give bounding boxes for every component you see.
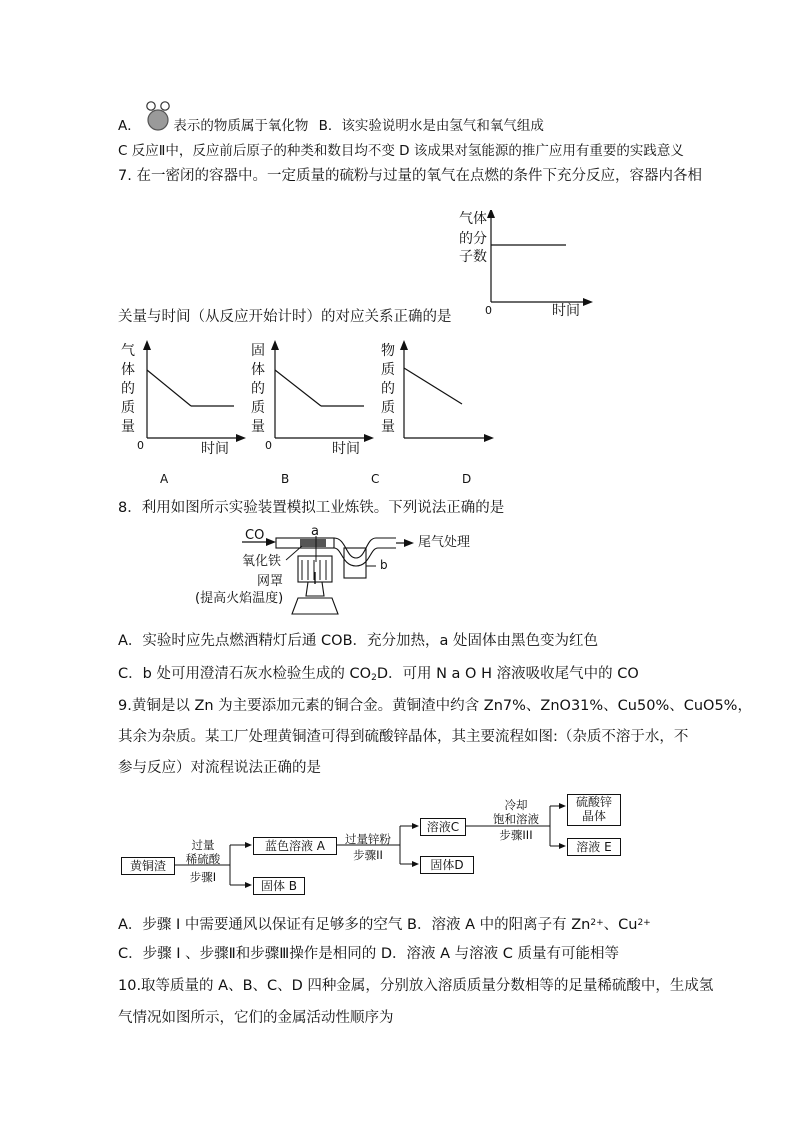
q6-line1: [118, 116, 544, 135]
q7-graph-b-origin: 0: [265, 439, 272, 452]
q8-stem: 8．利用如图所示实验装置模拟工业炼铁。下列说法正确的是: [118, 500, 505, 516]
molecule-icon: [145, 116, 169, 132]
q7-stem-1: 7. 在一密闭的容器中。一定质量的硫粉与过量的氧气在点燃的条件下充分反应，容器内各相: [118, 168, 702, 184]
flow-step2-top: 过量锌粉: [345, 832, 391, 846]
q9-options-ab: A．步骤 I 中需要通风以保证有足够多的空气 B．溶液 A 中的阳离子有 $Zn^{2+}$、$Cu^{2+}$: [118, 917, 651, 933]
q10-stem-1: 10.取等质量的 A、B、C、D 四种金属，分别放入溶质质量分数相等的足量稀硫酸中，生成氢: [118, 978, 714, 994]
q7-graph-molecules: [455, 210, 605, 320]
q7-graph-molecules-xlabel: 时间: [552, 303, 580, 319]
q7-graph-molecules-origin: 0: [485, 304, 492, 317]
q10-stem-2: 气情况如图所示，它们的金属活动性顺序为: [118, 1010, 394, 1026]
flow-step1-top: 过量: [191, 838, 215, 852]
q6-option-a-text: 表示的物质属于氧化物: [173, 118, 309, 134]
flow-step1-mid: 稀硫酸: [185, 852, 221, 866]
flow-step3-mid: 饱和溶液: [493, 812, 539, 826]
q8-label-net: 网罩: [257, 574, 284, 589]
flow-box-brass-slag: 黄铜渣: [121, 857, 175, 875]
q6-line2: C 反应Ⅱ中，反应前后原子的种类和数目均不变 D 该成果对氢能源的推广应用有重要的实践意义: [118, 143, 684, 159]
q9-stem-1: 9.黄铜是以 Zn 为主要添加元素的铜合金。黄铜渣中约含 Zn7%、ZnO31%、Cu50%、CuO5%，: [118, 698, 752, 714]
q7-graph-a: [118, 338, 248, 463]
q8-apparatus: [190, 526, 500, 626]
q7-graph-a-origin: 0: [137, 439, 144, 452]
q7-graph-c-axes: [380, 338, 500, 463]
q7-graph-c: [380, 338, 500, 463]
q7-graph-a-ylabel: 气 体 的 质 量: [121, 343, 135, 435]
q9-stem-3: 参与反应）对流程说法正确的是: [118, 760, 321, 776]
q8-label-iron-oxide: 氧化铁: [242, 554, 282, 569]
flow-box-solution-e: 溶液 E: [567, 838, 621, 856]
q7-graph-c-ylabel: 物 质 的 质 量: [381, 343, 395, 435]
flow-box-solid-b: 固体 B: [253, 877, 305, 895]
flow-box-solution-a: 蓝色溶液 A: [253, 837, 337, 855]
q7-graph-molecules-ylabel-row1: 气体: [459, 211, 487, 227]
q7-graph-molecules-axes: [455, 210, 605, 320]
flow-box-solution-c: 溶液C: [420, 818, 466, 836]
q9-options-cd: C．步骤 I 、步骤Ⅱ和步骤Ⅲ操作是相同的 D．溶液 A 与溶液 C 质量有可能相等: [118, 946, 620, 962]
q7-graph-molecules-ylabel-row3: 子数: [459, 249, 487, 265]
q8-label-a: a: [311, 524, 319, 539]
q6-option-a-prefix: A．: [118, 118, 141, 134]
flow-step3-bot: 步骤III: [499, 828, 533, 842]
q7-stem-2: 关量与时间（从反应开始计时）的对应关系正确的是: [118, 309, 452, 325]
q8-label-co: CO: [245, 528, 265, 543]
flow-step3-top: 冷却: [504, 798, 528, 812]
q8-options-cd: C．b 处可用澄清石灰水检验生成的 $CO_2D$．可用 N a O H 溶液吸收尾气中的 CO: [118, 666, 639, 683]
q7-graph-a-xlabel: 时间: [201, 441, 229, 457]
flow-box-solid-d: 固体D: [420, 856, 474, 874]
q6-option-b: B．该实验说明水是由氢气和氧气组成: [318, 118, 544, 134]
q7-graph-label-d: D: [462, 472, 472, 486]
q7-graph-molecules-ylabel-row2: 的分: [459, 231, 487, 247]
flow-step2-bot: 步骤II: [353, 848, 383, 862]
q7-graph-b-xlabel: 时间: [332, 441, 360, 457]
q7-graph-label-b: B: [281, 472, 290, 486]
q7-graph-label-c: C: [371, 472, 380, 486]
q7-graph-b: [248, 338, 378, 463]
q9-flowchart: [118, 792, 638, 902]
q7-graph-b-ylabel: 固 体 的 质 量: [251, 343, 265, 435]
q8-label-b: b: [380, 558, 388, 572]
flow-box-zinc-sulfate-crystal: 硫酸锌 晶体: [567, 794, 621, 826]
q8-label-net-note: (提高火焰温度): [195, 591, 284, 606]
q7-graph-label-a: A: [160, 472, 169, 486]
q9-stem-2: 其余为杂质。某工厂处理黄铜渣可得到硫酸锌晶体，其主要流程如图:（杂质不溶于水，不: [118, 729, 689, 745]
flow-step1-bot: 步骤I: [189, 870, 217, 884]
q8-options-ab: A．实验时应先点燃酒精灯后通 COB．充分加热，a 处固体由黑色变为红色: [118, 633, 599, 649]
q8-label-tail-gas: 尾气处理: [418, 535, 471, 550]
